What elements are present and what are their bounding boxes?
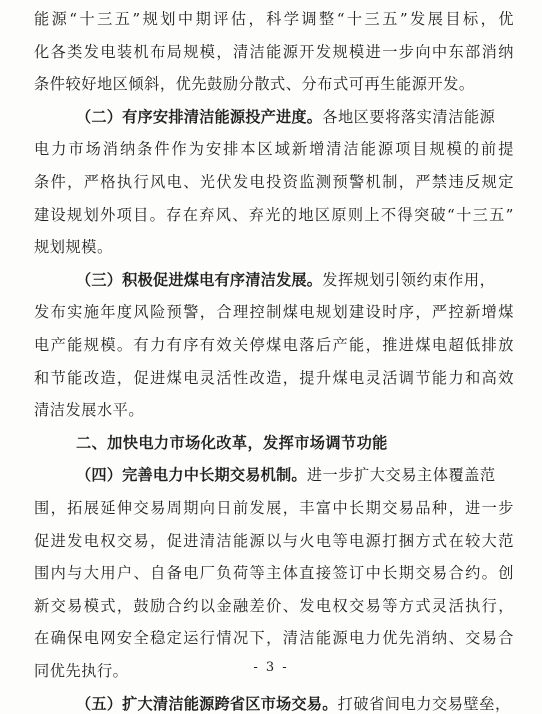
section-text: 各地区要将落实清洁能源 [322, 107, 496, 126]
text-line: 建设规划外项目。存在弃风、弃光的地区原则上不得突破“十三五” [34, 205, 514, 224]
paragraph-start [76, 465, 514, 485]
text-line: 电力市场消纳条件作为安排本区域新增清洁能源项目规模的前提 [34, 140, 514, 159]
text-line: 电产能规模。有力有序有效关停煤电落后产能，推进煤电超低排放 [34, 336, 514, 354]
section-text: 发挥规划引领约束作用， [322, 270, 496, 289]
text-line: 条件，严格执行风电、光伏发电投资监测预警机制，严禁违反规定 [34, 173, 514, 191]
text-line: 发布实施年度风险预警，合理控制煤电规划建设时序，严控新增煤 [34, 303, 514, 322]
text-line: 条件较好地区倾斜，优先鼓励分散式、分布式可再生能源开发。 [34, 75, 475, 94]
section-label: （三）积极促进煤电有序清洁发展。 [76, 270, 323, 289]
text-line: 和节能改造，促进煤电灵活性改造，提升煤电灵活调节能力和高效 [34, 368, 514, 387]
text-line: 同优先执行。 [34, 662, 129, 680]
text-line: 在确保电网安全稳定运行情况下，清洁能源电力优先消纳、交易合 [34, 629, 514, 648]
section-heading: 二、加快电力市场化改革，发挥市场调节功能 [76, 433, 388, 452]
section-label: （二）有序安排清洁能源投产进度。 [76, 107, 323, 126]
paragraph-start [76, 694, 514, 714]
text-line: 化各类发电装机布局规模，清洁能源开发规模进一步向中东部消纳 [34, 42, 514, 61]
text-line: 围，拓展延伸交易周期向日前发展，丰富中长期交易品种，进一步 [34, 499, 514, 517]
page-number: - 3 - [253, 660, 289, 675]
section-label: （四）完善电力中长期交易机制。 [76, 466, 307, 485]
section-text: 进一步扩大交易主体覆盖范 [306, 466, 496, 485]
text-line: 能源“十三五”规划中期评估，科学调整“十三五”发展目标，优 [34, 10, 514, 28]
text-line: 围内与大用户、自备电厂负荷等主体直接签订中长期交易合约。创 [34, 564, 514, 583]
text-line: 新交易模式，鼓励合约以金融差价、发电权交易等方式灵活执行， [34, 596, 514, 615]
paragraph-start [76, 270, 514, 290]
section-label: （五）扩大清洁能源跨省区市场交易。 [76, 694, 338, 713]
section-text: 打破省间电力交易壁垒， [337, 694, 511, 713]
text-line: 清洁发展水平。 [34, 401, 145, 420]
text-line: 规划规模。 [34, 238, 113, 257]
paragraph-start [76, 107, 514, 127]
text-line: 促进发电权交易，促进清洁能源以与火电等电源打捆方式在较大范 [34, 531, 514, 550]
